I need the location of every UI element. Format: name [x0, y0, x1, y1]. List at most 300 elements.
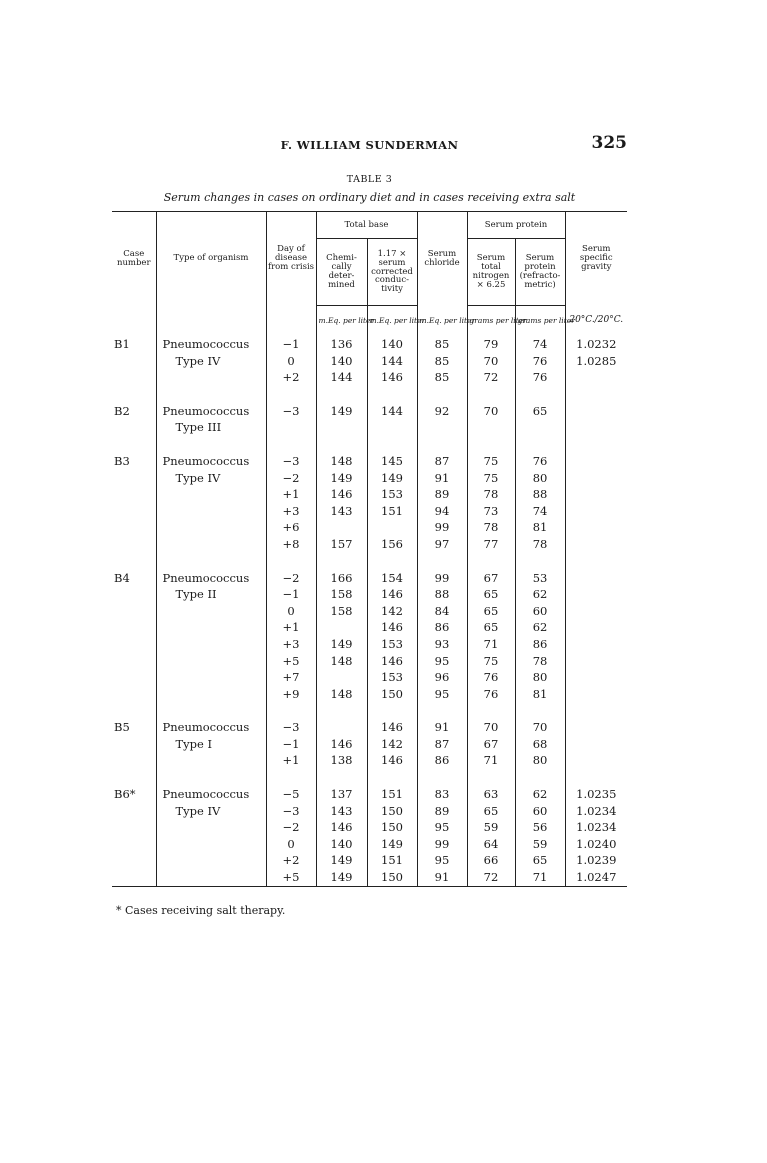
cell-nitrogen: 75 — [467, 453, 515, 470]
cell-day: −2 — [266, 470, 316, 487]
cell-chloride: 97 — [417, 536, 467, 553]
cell-chem — [316, 419, 367, 436]
col-header-organism: Type of organism — [156, 212, 266, 306]
cell-day: +9 — [266, 686, 316, 703]
cell-case-number — [112, 586, 156, 603]
cell-organism: Type I — [156, 736, 266, 753]
cell-chem: 149 — [316, 869, 367, 886]
cell-day: −2 — [266, 570, 316, 587]
table-row — [112, 470, 627, 487]
cell-refracto: 62 — [515, 586, 565, 603]
table-row — [112, 586, 627, 603]
cell-refracto: 60 — [515, 603, 565, 620]
cell-chloride: 85 — [417, 336, 467, 353]
cell-day: +1 — [266, 619, 316, 636]
cell-chem — [316, 719, 367, 736]
cell-case-number — [112, 619, 156, 636]
cell-case-number — [112, 503, 156, 520]
cell-nitrogen: 64 — [467, 836, 515, 853]
cell-case-number — [112, 852, 156, 869]
cell-organism — [156, 752, 266, 769]
cell-case-number — [112, 653, 156, 670]
cell-case-number — [112, 736, 156, 753]
cell-chloride: 86 — [417, 619, 467, 636]
cell-nitrogen: 76 — [467, 686, 515, 703]
cell-organism — [156, 819, 266, 836]
table-row — [112, 536, 627, 553]
cell-case-number: B4 — [114, 570, 130, 585]
cell-refracto: 80 — [515, 669, 565, 686]
cell-cond: 146 — [367, 719, 417, 736]
cell-nitrogen: 78 — [467, 486, 515, 503]
cell-chem: 149 — [316, 403, 367, 420]
cell-refracto: 70 — [515, 719, 565, 736]
cell-chloride: 95 — [417, 819, 467, 836]
table-row — [112, 486, 627, 503]
cell-chem: 149 — [316, 470, 367, 487]
cell-cond: 151 — [367, 852, 417, 869]
unit-cond: m.Eq. per liter — [367, 306, 417, 337]
table-footnote: * Cases receiving salt therapy. — [116, 904, 286, 917]
cell-refracto: 86 — [515, 636, 565, 653]
cell-nitrogen: 70 — [467, 403, 515, 420]
cell-organism — [156, 686, 266, 703]
cell-organism — [156, 486, 266, 503]
cell-gravity: 1.0240 — [565, 836, 627, 853]
table-row — [112, 719, 627, 736]
cell-day: −3 — [266, 719, 316, 736]
table-row — [112, 619, 627, 636]
group-spacer — [112, 553, 627, 570]
cell-refracto: 65 — [515, 852, 565, 869]
cell-organism: Pneumococcus — [156, 719, 266, 736]
cell-chem: 166 — [316, 570, 367, 587]
cell-refracto: 88 — [515, 486, 565, 503]
cell-case-number — [112, 536, 156, 553]
cell-case-number — [112, 486, 156, 503]
table-row — [112, 752, 627, 769]
table-row — [112, 353, 627, 370]
cell-chloride: 99 — [417, 570, 467, 587]
cell-nitrogen: 65 — [467, 603, 515, 620]
cell-chem: 148 — [316, 653, 367, 670]
cell-day: +2 — [266, 369, 316, 386]
cell-gravity: 1.0232 — [565, 336, 627, 353]
cell-refracto: 76 — [515, 453, 565, 470]
table-row — [112, 669, 627, 686]
cell-refracto: 71 — [515, 869, 565, 886]
cell-refracto: 59 — [515, 836, 565, 853]
cell-chem: 146 — [316, 819, 367, 836]
cell-refracto: 80 — [515, 470, 565, 487]
table-row — [112, 419, 627, 436]
table-row — [112, 803, 627, 820]
cell-nitrogen: 70 — [467, 353, 515, 370]
cell-gravity — [565, 586, 627, 603]
cell-gravity — [565, 669, 627, 686]
cell-organism: Pneumococcus — [156, 453, 266, 470]
cell-case-number — [112, 419, 156, 436]
units-row — [112, 306, 627, 337]
cell-organism — [156, 852, 266, 869]
cell-gravity — [565, 519, 627, 536]
cell-nitrogen: 72 — [467, 369, 515, 386]
table-row — [112, 636, 627, 653]
cell-nitrogen: 77 — [467, 536, 515, 553]
cell-case-number — [112, 669, 156, 686]
cell-case-number: B3 — [114, 453, 130, 468]
cell-gravity — [565, 536, 627, 553]
cell-chloride: 91 — [417, 869, 467, 886]
cell-nitrogen: 71 — [467, 636, 515, 653]
table-row — [112, 453, 627, 470]
cell-day: +5 — [266, 869, 316, 886]
cell-day: −1 — [266, 336, 316, 353]
cell-case-number — [112, 752, 156, 769]
cell-organism: Pneumococcus — [156, 403, 266, 420]
table-row — [112, 503, 627, 520]
cell-gravity — [565, 453, 627, 470]
cell-gravity — [565, 486, 627, 503]
cell-refracto: 62 — [515, 619, 565, 636]
cell-nitrogen: 72 — [467, 869, 515, 886]
cell-refracto: 81 — [515, 519, 565, 536]
cell-organism — [156, 603, 266, 620]
cell-cond: 144 — [367, 353, 417, 370]
cell-day: −1 — [266, 736, 316, 753]
cell-chloride: 91 — [417, 470, 467, 487]
cell-chem: 149 — [316, 636, 367, 653]
cell-chem: 137 — [316, 786, 367, 803]
cell-gravity — [565, 719, 627, 736]
cell-gravity — [565, 369, 627, 386]
cell-case-number — [112, 603, 156, 620]
cell-refracto: 76 — [515, 353, 565, 370]
table-row — [112, 686, 627, 703]
cell-refracto: 56 — [515, 819, 565, 836]
cell-day — [266, 419, 316, 436]
cell-gravity — [565, 752, 627, 769]
cell-cond: 153 — [367, 669, 417, 686]
cell-refracto: 78 — [515, 653, 565, 670]
cell-day: +2 — [266, 852, 316, 869]
cell-chloride: 84 — [417, 603, 467, 620]
cell-chloride: 95 — [417, 852, 467, 869]
cell-chloride: 92 — [417, 403, 467, 420]
cell-chloride: 91 — [417, 719, 467, 736]
cell-chloride: 95 — [417, 653, 467, 670]
table-label: TABLE 3 — [346, 174, 393, 185]
cell-organism — [156, 636, 266, 653]
col-header-total-nitrogen: Serum total nitrogen × 6.25 — [467, 239, 515, 306]
cell-case-number — [112, 353, 156, 370]
cell-refracto — [515, 419, 565, 436]
cell-nitrogen: 65 — [467, 803, 515, 820]
cell-chem: 146 — [316, 486, 367, 503]
cell-chem: 140 — [316, 353, 367, 370]
cell-gravity: 1.0247 — [565, 869, 627, 886]
group-spacer — [112, 702, 627, 719]
cell-gravity: 1.0239 — [565, 852, 627, 869]
cell-chloride: 96 — [417, 669, 467, 686]
cell-chloride: 93 — [417, 636, 467, 653]
cell-case-number — [112, 803, 156, 820]
cell-chloride: 86 — [417, 752, 467, 769]
cell-cond: 145 — [367, 453, 417, 470]
cell-organism: Pneumococcus — [156, 570, 266, 587]
cell-day: +3 — [266, 636, 316, 653]
cell-organism — [156, 869, 266, 886]
cell-gravity — [565, 403, 627, 420]
cell-cond: 154 — [367, 570, 417, 587]
cell-chloride: 85 — [417, 353, 467, 370]
col-header-day: Day of disease from crisis — [266, 212, 316, 306]
cell-nitrogen: 71 — [467, 752, 515, 769]
cell-nitrogen: 79 — [467, 336, 515, 353]
cell-case-number: B6* — [114, 787, 136, 802]
cell-chloride: 94 — [417, 503, 467, 520]
cell-case-number: B5 — [114, 720, 130, 735]
cell-chem: 157 — [316, 536, 367, 553]
cell-gravity — [565, 686, 627, 703]
table-row — [112, 836, 627, 853]
cell-chloride: 89 — [417, 803, 467, 820]
cell-gravity — [565, 736, 627, 753]
cell-chloride: 87 — [417, 453, 467, 470]
cell-chem: 144 — [316, 369, 367, 386]
cell-gravity — [565, 619, 627, 636]
unit-nitrogen: grams per liter — [467, 306, 515, 337]
cell-organism — [156, 669, 266, 686]
cell-cond: 149 — [367, 470, 417, 487]
table-row — [112, 869, 627, 886]
cell-refracto: 78 — [515, 536, 565, 553]
col-header-refractometric: Serum protein (refracto-metric) — [515, 239, 565, 306]
cell-chem: 138 — [316, 752, 367, 769]
col-header-total-base: Total base — [316, 212, 417, 239]
cell-gravity — [565, 570, 627, 587]
cell-gravity — [565, 470, 627, 487]
cell-organism: Type IV — [156, 353, 266, 370]
cell-nitrogen: 70 — [467, 719, 515, 736]
unit-gravity: 20°C./20°C. — [565, 306, 627, 337]
col-header-chemically-determined: Chemi-cally deter-mined — [316, 239, 367, 306]
cell-nitrogen: 78 — [467, 519, 515, 536]
cell-refracto: 68 — [515, 736, 565, 753]
cell-day: +5 — [266, 653, 316, 670]
cell-organism: Type IV — [156, 470, 266, 487]
cell-nitrogen: 63 — [467, 786, 515, 803]
cell-chem: 158 — [316, 586, 367, 603]
cell-cond: 153 — [367, 636, 417, 653]
cell-refracto: 60 — [515, 803, 565, 820]
cell-chloride — [417, 419, 467, 436]
cell-chloride: 99 — [417, 519, 467, 536]
cell-cond: 146 — [367, 653, 417, 670]
group-spacer — [112, 436, 627, 453]
cell-organism: Pneumococcus — [156, 336, 266, 353]
cell-organism — [156, 369, 266, 386]
cell-cond: 146 — [367, 369, 417, 386]
cell-gravity: 1.0234 — [565, 819, 627, 836]
cell-chloride: 87 — [417, 736, 467, 753]
cell-nitrogen: 75 — [467, 470, 515, 487]
cell-case-number — [112, 686, 156, 703]
cell-cond: 156 — [367, 536, 417, 553]
cell-chem: 140 — [316, 836, 367, 853]
cell-cond: 142 — [367, 603, 417, 620]
cell-day: +1 — [266, 752, 316, 769]
cell-cond: 146 — [367, 586, 417, 603]
cell-cond: 146 — [367, 752, 417, 769]
cell-organism — [156, 503, 266, 520]
cell-cond: 151 — [367, 786, 417, 803]
cell-cond — [367, 419, 417, 436]
cell-organism: Type IV — [156, 803, 266, 820]
cell-gravity — [565, 603, 627, 620]
cell-nitrogen: 73 — [467, 503, 515, 520]
cell-case-number: B1 — [114, 337, 130, 351]
cell-cond: 149 — [367, 836, 417, 853]
cell-organism: Pneumococcus — [156, 786, 266, 803]
cell-organism: Type II — [156, 586, 266, 603]
cell-day: −3 — [266, 403, 316, 420]
cell-day: +6 — [266, 519, 316, 536]
cell-refracto: 76 — [515, 369, 565, 386]
table-row — [112, 336, 627, 353]
cell-case-number — [112, 869, 156, 886]
unit-refracto: grams per liter — [515, 306, 565, 337]
cell-organism — [156, 836, 266, 853]
cell-day: 0 — [266, 353, 316, 370]
cell-nitrogen: 59 — [467, 819, 515, 836]
cell-day: 0 — [266, 836, 316, 853]
cell-refracto: 62 — [515, 786, 565, 803]
cell-cond: 151 — [367, 503, 417, 520]
cell-nitrogen: 65 — [467, 619, 515, 636]
cell-day: −1 — [266, 586, 316, 603]
cell-refracto: 74 — [515, 336, 565, 353]
table-row — [112, 603, 627, 620]
table-row — [112, 819, 627, 836]
table-row — [112, 852, 627, 869]
cell-case-number: B2 — [114, 403, 130, 418]
cell-chem: 158 — [316, 603, 367, 620]
cell-day: +7 — [266, 669, 316, 686]
cell-gravity: 1.0235 — [565, 786, 627, 803]
cell-chloride: 99 — [417, 836, 467, 853]
running-head-author: F. WILLIAM SUNDERMAN — [280, 138, 459, 152]
cell-day: 0 — [266, 603, 316, 620]
cell-chem: 143 — [316, 503, 367, 520]
cell-nitrogen: 76 — [467, 669, 515, 686]
col-header-serum-protein: Serum protein — [467, 212, 565, 239]
unit-chloride: m.Eq. per liter — [417, 306, 467, 337]
cell-refracto: 74 — [515, 503, 565, 520]
cell-cond: 142 — [367, 736, 417, 753]
cell-day: −3 — [266, 803, 316, 820]
cell-chem — [316, 619, 367, 636]
table-row — [112, 403, 627, 420]
cell-gravity — [565, 419, 627, 436]
cell-chem — [316, 669, 367, 686]
cell-cond: 144 — [367, 403, 417, 420]
cell-cond: 153 — [367, 486, 417, 503]
cell-day: +8 — [266, 536, 316, 553]
table-row — [112, 653, 627, 670]
cell-nitrogen: 75 — [467, 653, 515, 670]
table-row — [112, 736, 627, 753]
cell-cond: 140 — [367, 336, 417, 353]
cell-chloride: 95 — [417, 686, 467, 703]
cell-chem: 149 — [316, 852, 367, 869]
cell-day: −2 — [266, 819, 316, 836]
cell-organism — [156, 519, 266, 536]
cell-chem: 136 — [316, 336, 367, 353]
table-row — [112, 570, 627, 587]
cell-case-number — [112, 819, 156, 836]
cell-chem: 146 — [316, 736, 367, 753]
col-header-case-number: Case number — [112, 212, 156, 306]
cell-cond — [367, 519, 417, 536]
cell-refracto: 53 — [515, 570, 565, 587]
cell-nitrogen: 65 — [467, 586, 515, 603]
cell-chem — [316, 519, 367, 536]
cell-refracto: 81 — [515, 686, 565, 703]
cell-case-number — [112, 836, 156, 853]
cell-nitrogen: 66 — [467, 852, 515, 869]
table-caption: Serum changes in cases on ordinary diet and in cases receiving extra salt — [163, 191, 576, 204]
cell-refracto: 80 — [515, 752, 565, 769]
cell-cond: 146 — [367, 619, 417, 636]
cell-nitrogen: 67 — [467, 736, 515, 753]
cell-case-number — [112, 519, 156, 536]
cell-chloride: 85 — [417, 369, 467, 386]
col-header-specific-gravity: Serum specific gravity — [565, 212, 627, 306]
serum-changes-table — [112, 211, 627, 887]
cell-day: +3 — [266, 503, 316, 520]
cell-gravity: 1.0234 — [565, 803, 627, 820]
group-spacer — [112, 386, 627, 403]
col-header-chloride: Serum chloride — [417, 212, 467, 306]
cell-cond: 150 — [367, 803, 417, 820]
cell-chem: 148 — [316, 453, 367, 470]
cell-case-number — [112, 470, 156, 487]
table-row — [112, 786, 627, 803]
cell-cond: 150 — [367, 686, 417, 703]
cell-chem: 148 — [316, 686, 367, 703]
cell-organism: Type III — [156, 419, 266, 436]
cell-case-number — [112, 636, 156, 653]
table-body — [112, 306, 627, 887]
unit-chem: m.Eq. per liter — [316, 306, 367, 337]
cell-cond: 150 — [367, 869, 417, 886]
group-spacer — [112, 769, 627, 786]
running-header — [112, 132, 627, 156]
cell-cond: 150 — [367, 819, 417, 836]
cell-refracto: 65 — [515, 403, 565, 420]
cell-chloride: 89 — [417, 486, 467, 503]
cell-nitrogen — [467, 419, 515, 436]
cell-gravity — [565, 503, 627, 520]
cell-organism — [156, 536, 266, 553]
cell-organism — [156, 653, 266, 670]
table-row — [112, 369, 627, 386]
cell-day: −5 — [266, 786, 316, 803]
cell-gravity: 1.0285 — [565, 353, 627, 370]
col-header-conductivity: 1.17 × serum corrected conduc-tivity — [367, 239, 417, 306]
cell-case-number — [112, 369, 156, 386]
